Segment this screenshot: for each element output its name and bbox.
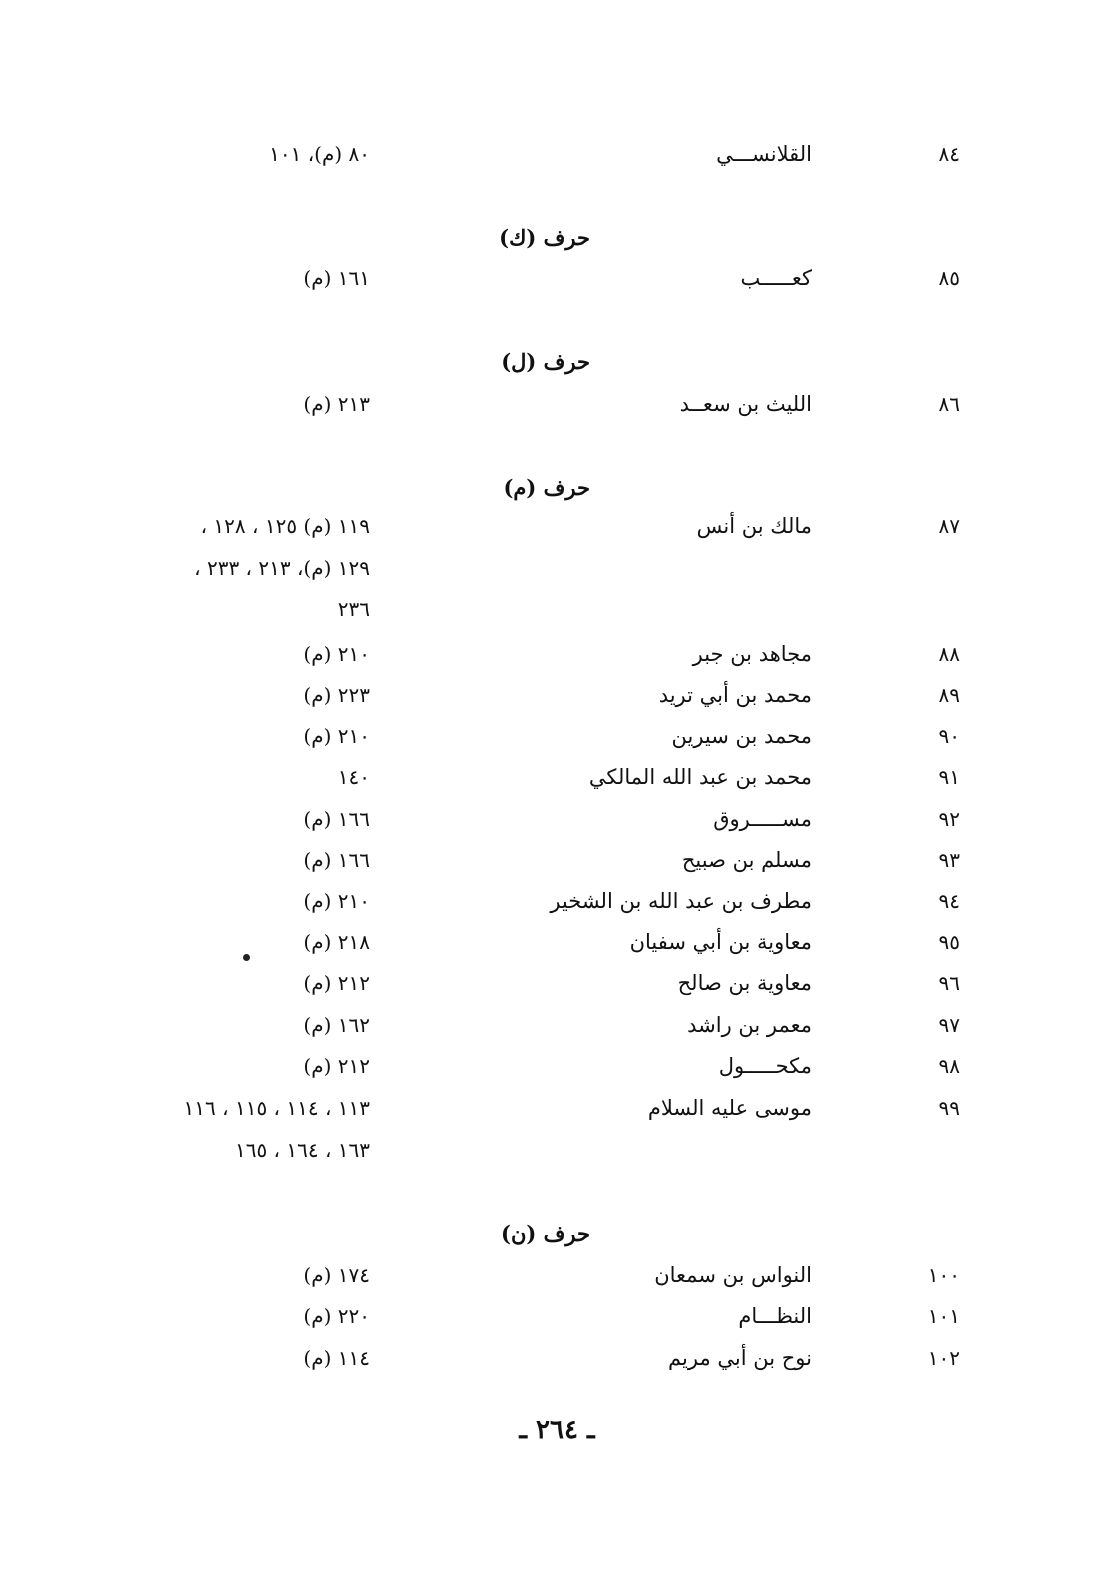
entry-pages: ٢١٣ (م) <box>303 392 370 416</box>
entry-number: ٨٨ <box>938 642 960 666</box>
entry-pages: ٢٢٣ (م) <box>303 683 370 707</box>
entry-number: ٨٩ <box>938 683 960 707</box>
entry-pages: ٢١٠ (م) <box>303 642 370 666</box>
index-entry <box>0 134 1115 174</box>
index-entry <box>0 716 1115 756</box>
entry-number: ٩٧ <box>938 1013 960 1037</box>
entry-number: ٩٩ <box>938 1096 960 1120</box>
entry-number: ٨٧ <box>938 514 960 538</box>
entry-number: ٨٦ <box>938 392 960 416</box>
index-entry-continuation <box>0 589 1115 629</box>
entry-name: مكحـــــول <box>718 1054 812 1078</box>
entry-name: كعـــــب <box>740 266 812 290</box>
entry-pages: ٨٠ (م)، ١٠١ <box>269 142 370 166</box>
entry-name: النواس بن سمعان <box>654 1263 812 1287</box>
entry-pages: ١١٣ ، ١١٤ ، ١١٥ ، ١١٦ <box>183 1096 370 1120</box>
index-entry <box>0 384 1115 424</box>
entry-pages: ٢٢٠ (م) <box>303 1304 370 1328</box>
section-heading-mim: حرف (م) <box>503 475 590 500</box>
entry-number: ٨٥ <box>938 266 960 290</box>
entry-name: مالك بن أنس <box>696 514 812 538</box>
entry-pages: ٢١٢ (م) <box>303 1054 370 1078</box>
entry-number: ٩٨ <box>938 1054 960 1078</box>
entry-name: معمر بن راشد <box>687 1013 812 1037</box>
section-heading-lam: حرف (ل) <box>501 349 590 374</box>
entry-pages: ٢١٠ (م) <box>303 724 370 748</box>
entry-name: موسى عليه السلام <box>647 1096 812 1120</box>
entry-name: القلانســـي <box>716 142 812 166</box>
entry-name: معاوية بن صالح <box>677 971 812 995</box>
entry-name: محمد بن سيرين <box>671 724 812 748</box>
index-entry <box>0 922 1115 962</box>
index-entry <box>0 1005 1115 1045</box>
entry-name: نوح بن أبي مريم <box>668 1346 812 1370</box>
index-entry <box>0 1046 1115 1086</box>
page-number: ـ ٢٦٤ ـ <box>519 1415 595 1445</box>
entry-pages: ١٧٤ (م) <box>303 1263 370 1287</box>
entry-name: معاوية بن أبي سفيان <box>629 930 812 954</box>
entry-pages-continued: ٢٣٦ <box>337 597 370 621</box>
index-entry <box>0 799 1115 839</box>
entry-number: ٩٠ <box>938 724 960 748</box>
entry-pages-continued: ١٢٩ (م)، ٢١٣ ، ٢٣٣ ، <box>194 556 370 580</box>
entry-number: ١٠٠ <box>927 1263 960 1287</box>
entry-pages: ١٦٢ (م) <box>303 1013 370 1037</box>
index-entry-continuation <box>0 1130 1115 1170</box>
entry-pages: ١١٤ (م) <box>303 1346 370 1370</box>
index-entry <box>0 1338 1115 1378</box>
index-entry <box>0 881 1115 921</box>
entry-number: ٩٢ <box>938 807 960 831</box>
entry-pages: ١٤٠ <box>337 765 370 789</box>
entry-number: ١٠١ <box>927 1304 960 1328</box>
entry-pages: ١٦٦ (م) <box>303 848 370 872</box>
index-entry <box>0 675 1115 715</box>
entry-number: ٨٤ <box>938 142 960 166</box>
entry-name: مســـــروق <box>713 807 812 831</box>
entry-name: مطرف بن عبد الله بن الشخير <box>550 889 812 913</box>
index-entry <box>0 506 1115 546</box>
entry-number: ١٠٢ <box>927 1346 960 1370</box>
entry-pages: ١٦١ (م) <box>303 266 370 290</box>
entry-name: مجاهد بن جبر <box>692 642 812 666</box>
entry-pages: ٢١٨ (م) <box>303 930 370 954</box>
index-entry-continuation <box>0 548 1115 588</box>
index-entry <box>0 1088 1115 1128</box>
section-heading-kaf: حرف (ك) <box>499 225 590 250</box>
entry-pages: ١١٩ (م) ١٢٥ ، ١٢٨ ، <box>200 514 370 538</box>
index-entry <box>0 258 1115 298</box>
index-entry <box>0 840 1115 880</box>
section-heading-nun: حرف (ن) <box>501 1221 590 1246</box>
entry-name: محمد بن أبي تريد <box>658 683 812 707</box>
index-entry <box>0 963 1115 1003</box>
ink-speck <box>243 954 250 961</box>
entry-number: ٩١ <box>938 765 960 789</box>
index-entry <box>0 634 1115 674</box>
entry-pages-continued: ١٦٣ ، ١٦٤ ، ١٦٥ <box>234 1138 370 1162</box>
index-entry <box>0 1255 1115 1295</box>
entry-pages: ١٦٦ (م) <box>303 807 370 831</box>
entry-number: ٩٣ <box>938 848 960 872</box>
entry-name: محمد بن عبد الله المالكي <box>588 765 812 789</box>
index-entry <box>0 1296 1115 1336</box>
entry-pages: ٢١٢ (م) <box>303 971 370 995</box>
index-entry <box>0 757 1115 797</box>
entry-number: ٩٥ <box>938 930 960 954</box>
entry-name: النظـــام <box>738 1304 812 1328</box>
entry-number: ٩٤ <box>938 889 960 913</box>
entry-name: الليث بن سعــد <box>679 392 812 416</box>
entry-name: مسلم بن صبيح <box>681 848 812 872</box>
entry-pages: ٢١٠ (م) <box>303 889 370 913</box>
entry-number: ٩٦ <box>938 971 960 995</box>
